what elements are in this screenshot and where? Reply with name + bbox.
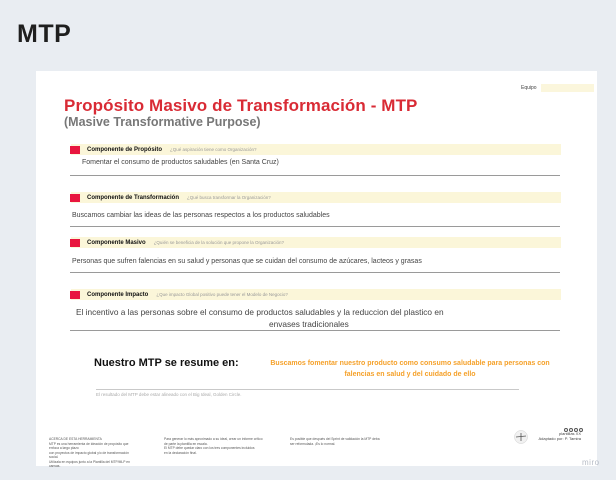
section-masivo-header (71, 237, 561, 248)
footer-text: de parte la plantilla en escala. (164, 441, 208, 446)
summary-text[interactable] (250, 358, 570, 380)
section-label: Componente de Transformación (87, 194, 180, 201)
section-label: Componente Masivo (87, 239, 146, 246)
footer-about (49, 437, 139, 469)
section-impacto-header (71, 289, 561, 300)
summary-line-2: falencias en salud y del cuidado de ello (344, 371, 476, 378)
footer-text: Para generar lo más aproximado a su ideal, crear un informe crítico (164, 437, 263, 441)
footer-text: ACERCA DE ESTA HERRAMIENTA (49, 437, 102, 441)
section-transformacion-answer[interactable]: Buscamos cambiar las ideas de las personas respectos a los productos saludables (72, 212, 330, 219)
main-title: Propósito Masivo de Transformación - MTP (64, 96, 418, 115)
footer-text: con proyectos de impacto global y/o de transformación social. (49, 450, 129, 459)
subtitle: (Masive Transformative Purpose) (64, 115, 261, 129)
alignment-note: El resultado del MTP debe estar alineado con el Big Ideal, Golden Circle. (96, 392, 242, 397)
section-marker (70, 239, 80, 247)
footer-text: El MTP debe quedar claro con los tres componentes incluidos (164, 446, 255, 450)
section-proposito-answer[interactable]: Fomentar el consumo de productos saludables (en Santa Cruz) (82, 159, 279, 166)
section-marker (70, 146, 80, 154)
miro-logo: miro (582, 458, 600, 467)
section-proposito-header (71, 144, 561, 155)
answer-underline (70, 330, 560, 331)
footer-text: en la declaración final. (164, 450, 197, 455)
section-impacto-answer-line-2[interactable]: envases tradicionales (269, 319, 349, 329)
equipo-label: Equipo (521, 85, 537, 91)
section-hint: ¿Qué busca transformar la Organización? (187, 195, 271, 200)
summary-line-1: Buscamos fomentar nuestro producto como consumo saludable para personas con (270, 360, 550, 367)
footer-text: Utilízala en equipos junto a la Plantilla del MTP/MLP en canvas. (49, 459, 130, 468)
footer-text: plantillas XX (558, 431, 581, 436)
section-label: Componente de Propósito (87, 146, 162, 153)
answer-underline (70, 226, 560, 227)
footer-instructions (164, 437, 274, 455)
answer-underline (70, 272, 560, 273)
footer-credits (536, 431, 581, 441)
board-title: MTP (17, 20, 72, 48)
section-hint: ¿Quién se beneficia de la solución que propone la Organización? (153, 240, 285, 245)
summary-underline (96, 389, 519, 390)
section-masivo-answer[interactable]: Personas que sufren falencias en su salud y personas que se cuidan del consumo de azúcares, lacteos y grasas (72, 258, 422, 265)
section-transformacion-header (71, 192, 561, 203)
summary-label: Nuestro MTP se resume en: (94, 357, 239, 369)
footer-reminder (290, 437, 400, 446)
template-canvas (36, 71, 597, 466)
section-hint: ¿Qué aspiración tiene como Organización? (170, 147, 257, 152)
section-impacto-answer-line-1[interactable]: El incentivo a las personas sobre el consumo de productos saludables y la reduccion del plastico en (76, 307, 444, 317)
footer-text: Es posible que después del Sprint de validación la MTP deba (290, 437, 380, 441)
section-marker (70, 194, 80, 202)
section-hint: ¿Que impacto Global positivo puede tener el Modelo de Negocio? (156, 292, 288, 297)
footer-text: MTP es una herramienta de ideación de propósito que enfoca a largo plazo (49, 441, 129, 450)
footer-text: ser reformulada. ¡Es lo normal. (290, 441, 336, 446)
equipo-field[interactable] (521, 84, 594, 92)
section-marker (70, 291, 80, 299)
answer-underline (70, 175, 560, 176)
footer-text: Adaptado por: P. Tamira (538, 436, 581, 441)
section-label: Componente Impacto (87, 291, 149, 298)
equipo-input[interactable] (541, 84, 594, 92)
author-logo-icon (512, 430, 530, 444)
